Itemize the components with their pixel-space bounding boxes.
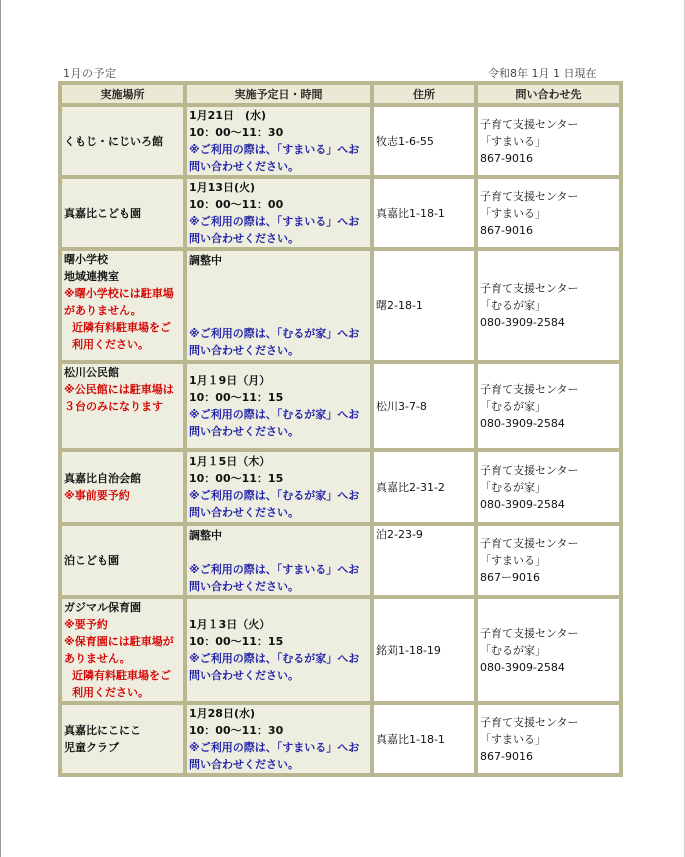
date-text: 調整中 <box>189 254 222 267</box>
address-cell <box>372 524 476 597</box>
inquiry-note: ※ご利用の際は、「むるが家」へお問い合わせください。 <box>189 489 360 519</box>
date-text: 調整中 <box>189 528 222 542</box>
parking-note: ※保育園には駐車場がありません。 <box>64 635 174 665</box>
date-cell <box>185 177 372 249</box>
table-row <box>60 249 621 362</box>
contact-phone: 867-9016 <box>480 151 533 165</box>
contact-org: 子育て支援センター <box>480 537 579 550</box>
contact-phone: 867-9016 <box>480 223 533 237</box>
contact-phone: 867ー9016 <box>480 571 540 584</box>
time-text: 10：00～11：15 <box>189 472 284 485</box>
time-text: 10：00～11：00 <box>189 198 284 211</box>
contact-phone: 867-9016 <box>480 749 533 763</box>
parking-note: 近隣有料駐車場をご利用ください。 <box>72 321 171 351</box>
place-cell <box>60 249 185 362</box>
date-cell <box>185 105 372 177</box>
date-cell <box>185 362 372 450</box>
date-cell <box>185 524 372 597</box>
table-row <box>60 362 621 450</box>
contact-cell <box>476 450 621 524</box>
time-text: 10：00～11：15 <box>189 635 284 648</box>
contact-center: 「すまいる」 <box>480 206 546 220</box>
contact-center: 「すまいる」 <box>480 554 546 567</box>
table-header-row <box>60 83 621 105</box>
contact-cell <box>476 362 621 450</box>
as-of-date: 令和8年 1月 1 日現在 <box>488 67 597 80</box>
date-text: 1月13日(火) <box>189 181 256 194</box>
contact-org: 子育て支援センター <box>480 117 579 131</box>
schedule-table <box>58 81 623 777</box>
date-text: 1月21日 (水) <box>189 109 267 122</box>
table-row <box>60 105 621 177</box>
contact-center: 「むるが家」 <box>480 480 546 494</box>
table-row <box>60 597 621 703</box>
parking-note: 近隣有料駐車場をご利用ください。 <box>72 669 171 699</box>
contact-center: 「むるが家」 <box>480 399 546 413</box>
contact-phone: 080-3909-2584 <box>480 660 565 674</box>
address-cell: 真嘉比2-31-2 <box>372 450 476 524</box>
place-name: 真嘉比にこにこ <box>64 724 141 737</box>
col-header-contact: 問い合わせ先 <box>476 83 621 105</box>
time-text: 10：00～11：15 <box>189 391 284 404</box>
table-row <box>60 450 621 524</box>
contact-org: 子育て支援センター <box>480 463 579 477</box>
place-name: 泊こども園 <box>64 554 119 567</box>
table-row <box>60 703 621 775</box>
table-row <box>60 524 621 597</box>
place-cell <box>60 105 185 177</box>
contact-org: 子育て支援センター <box>480 282 579 295</box>
address-cell: 銘苅1-18-19 <box>372 597 476 703</box>
place-name: 松川公民館 <box>64 366 119 379</box>
inquiry-note: ※ご利用の際は、「すまいる」へお問い合わせください。 <box>189 215 360 245</box>
place-name: 曙小学校 <box>64 253 108 266</box>
inquiry-note: ※ご利用の際は、「むるが家」へお問い合わせください。 <box>189 408 360 438</box>
contact-center: 「すまいる」 <box>480 134 546 148</box>
contact-cell <box>476 105 621 177</box>
table-row <box>60 177 621 249</box>
place-name: 真嘉比自治会館 <box>64 472 141 485</box>
col-header-date: 実施予定日・時間 <box>185 83 372 105</box>
place-cell <box>60 524 185 597</box>
contact-phone: 080-3909-2584 <box>480 497 565 511</box>
address-cell: 真嘉比1-18-1 <box>372 703 476 775</box>
time-text: 10：00～11：30 <box>189 724 284 737</box>
col-header-address: 住所 <box>372 83 476 105</box>
date-text: 1月１5日（木） <box>189 455 271 468</box>
inquiry-note: ※ご利用の際は、「むるが家」へお問い合わせください。 <box>189 652 360 682</box>
inquiry-note: ※ご利用の際は、「すまいる」へお問い合わせください。 <box>189 143 360 173</box>
contact-phone: 080-3909-2584 <box>480 416 565 430</box>
contact-cell <box>476 249 621 362</box>
address-cell: 曙2-18-1 <box>372 249 476 362</box>
inquiry-note: ※ご利用の際は、「むるが家」へお問い合わせください。 <box>189 327 360 357</box>
place-name: ガジマル保育園 <box>64 601 141 614</box>
date-text: 1月１3日（火） <box>189 618 271 631</box>
contact-org: 子育て支援センター <box>480 626 579 640</box>
contact-cell <box>476 597 621 703</box>
contact-org: 子育て支援センター <box>480 715 579 729</box>
parking-note: ※曙小学校には駐車場がありません。 <box>64 287 174 317</box>
address-cell: 真嘉比1-18-1 <box>372 177 476 249</box>
place-cell <box>60 362 185 450</box>
contact-center: 「むるが家」 <box>480 643 546 657</box>
date-cell <box>185 450 372 524</box>
contact-center: 「すまいる」 <box>480 732 546 746</box>
time-text: 10：00～11：30 <box>189 126 284 139</box>
parking-note: ※公民館には駐車場は３台のみになります <box>64 383 174 413</box>
date-cell <box>185 703 372 775</box>
contact-org: 子育て支援センター <box>480 382 579 396</box>
contact-center: 「むるが家」 <box>480 299 546 312</box>
date-cell <box>185 597 372 703</box>
contact-cell <box>476 177 621 249</box>
address-text: 泊2-23-9 <box>376 528 423 541</box>
month-label: 1月の予定 <box>63 67 117 80</box>
place-name-sub: 地域連携室 <box>64 270 119 283</box>
contact-cell <box>476 703 621 775</box>
place-cell <box>60 450 185 524</box>
address-cell: 牧志1-6-55 <box>372 105 476 177</box>
inquiry-note: ※ご利用の際は、「すまいる」へお問い合わせください。 <box>189 562 360 593</box>
date-text: 1月１9日（月） <box>189 374 271 387</box>
contact-phone: 080-3909-2584 <box>480 316 565 329</box>
contact-org: 子育て支援センター <box>480 189 579 203</box>
place-name: 真嘉比こども園 <box>64 206 141 220</box>
col-header-place: 実施場所 <box>60 83 185 105</box>
place-cell <box>60 703 185 775</box>
reservation-note: ※要予約 <box>64 618 108 631</box>
place-name: くもじ・にじいろ館 <box>64 134 163 148</box>
reservation-note: ※事前要予約 <box>64 489 130 502</box>
place-cell <box>60 597 185 703</box>
address-cell: 松川3-7-8 <box>372 362 476 450</box>
page-left-border <box>0 0 1 857</box>
contact-cell <box>476 524 621 597</box>
place-cell <box>60 177 185 249</box>
inquiry-note: ※ご利用の際は、「すまいる」へお問い合わせください。 <box>189 741 360 771</box>
place-name-sub: 児童クラブ <box>64 741 119 754</box>
date-text: 1月28日(水) <box>189 707 256 720</box>
date-cell <box>185 249 372 362</box>
